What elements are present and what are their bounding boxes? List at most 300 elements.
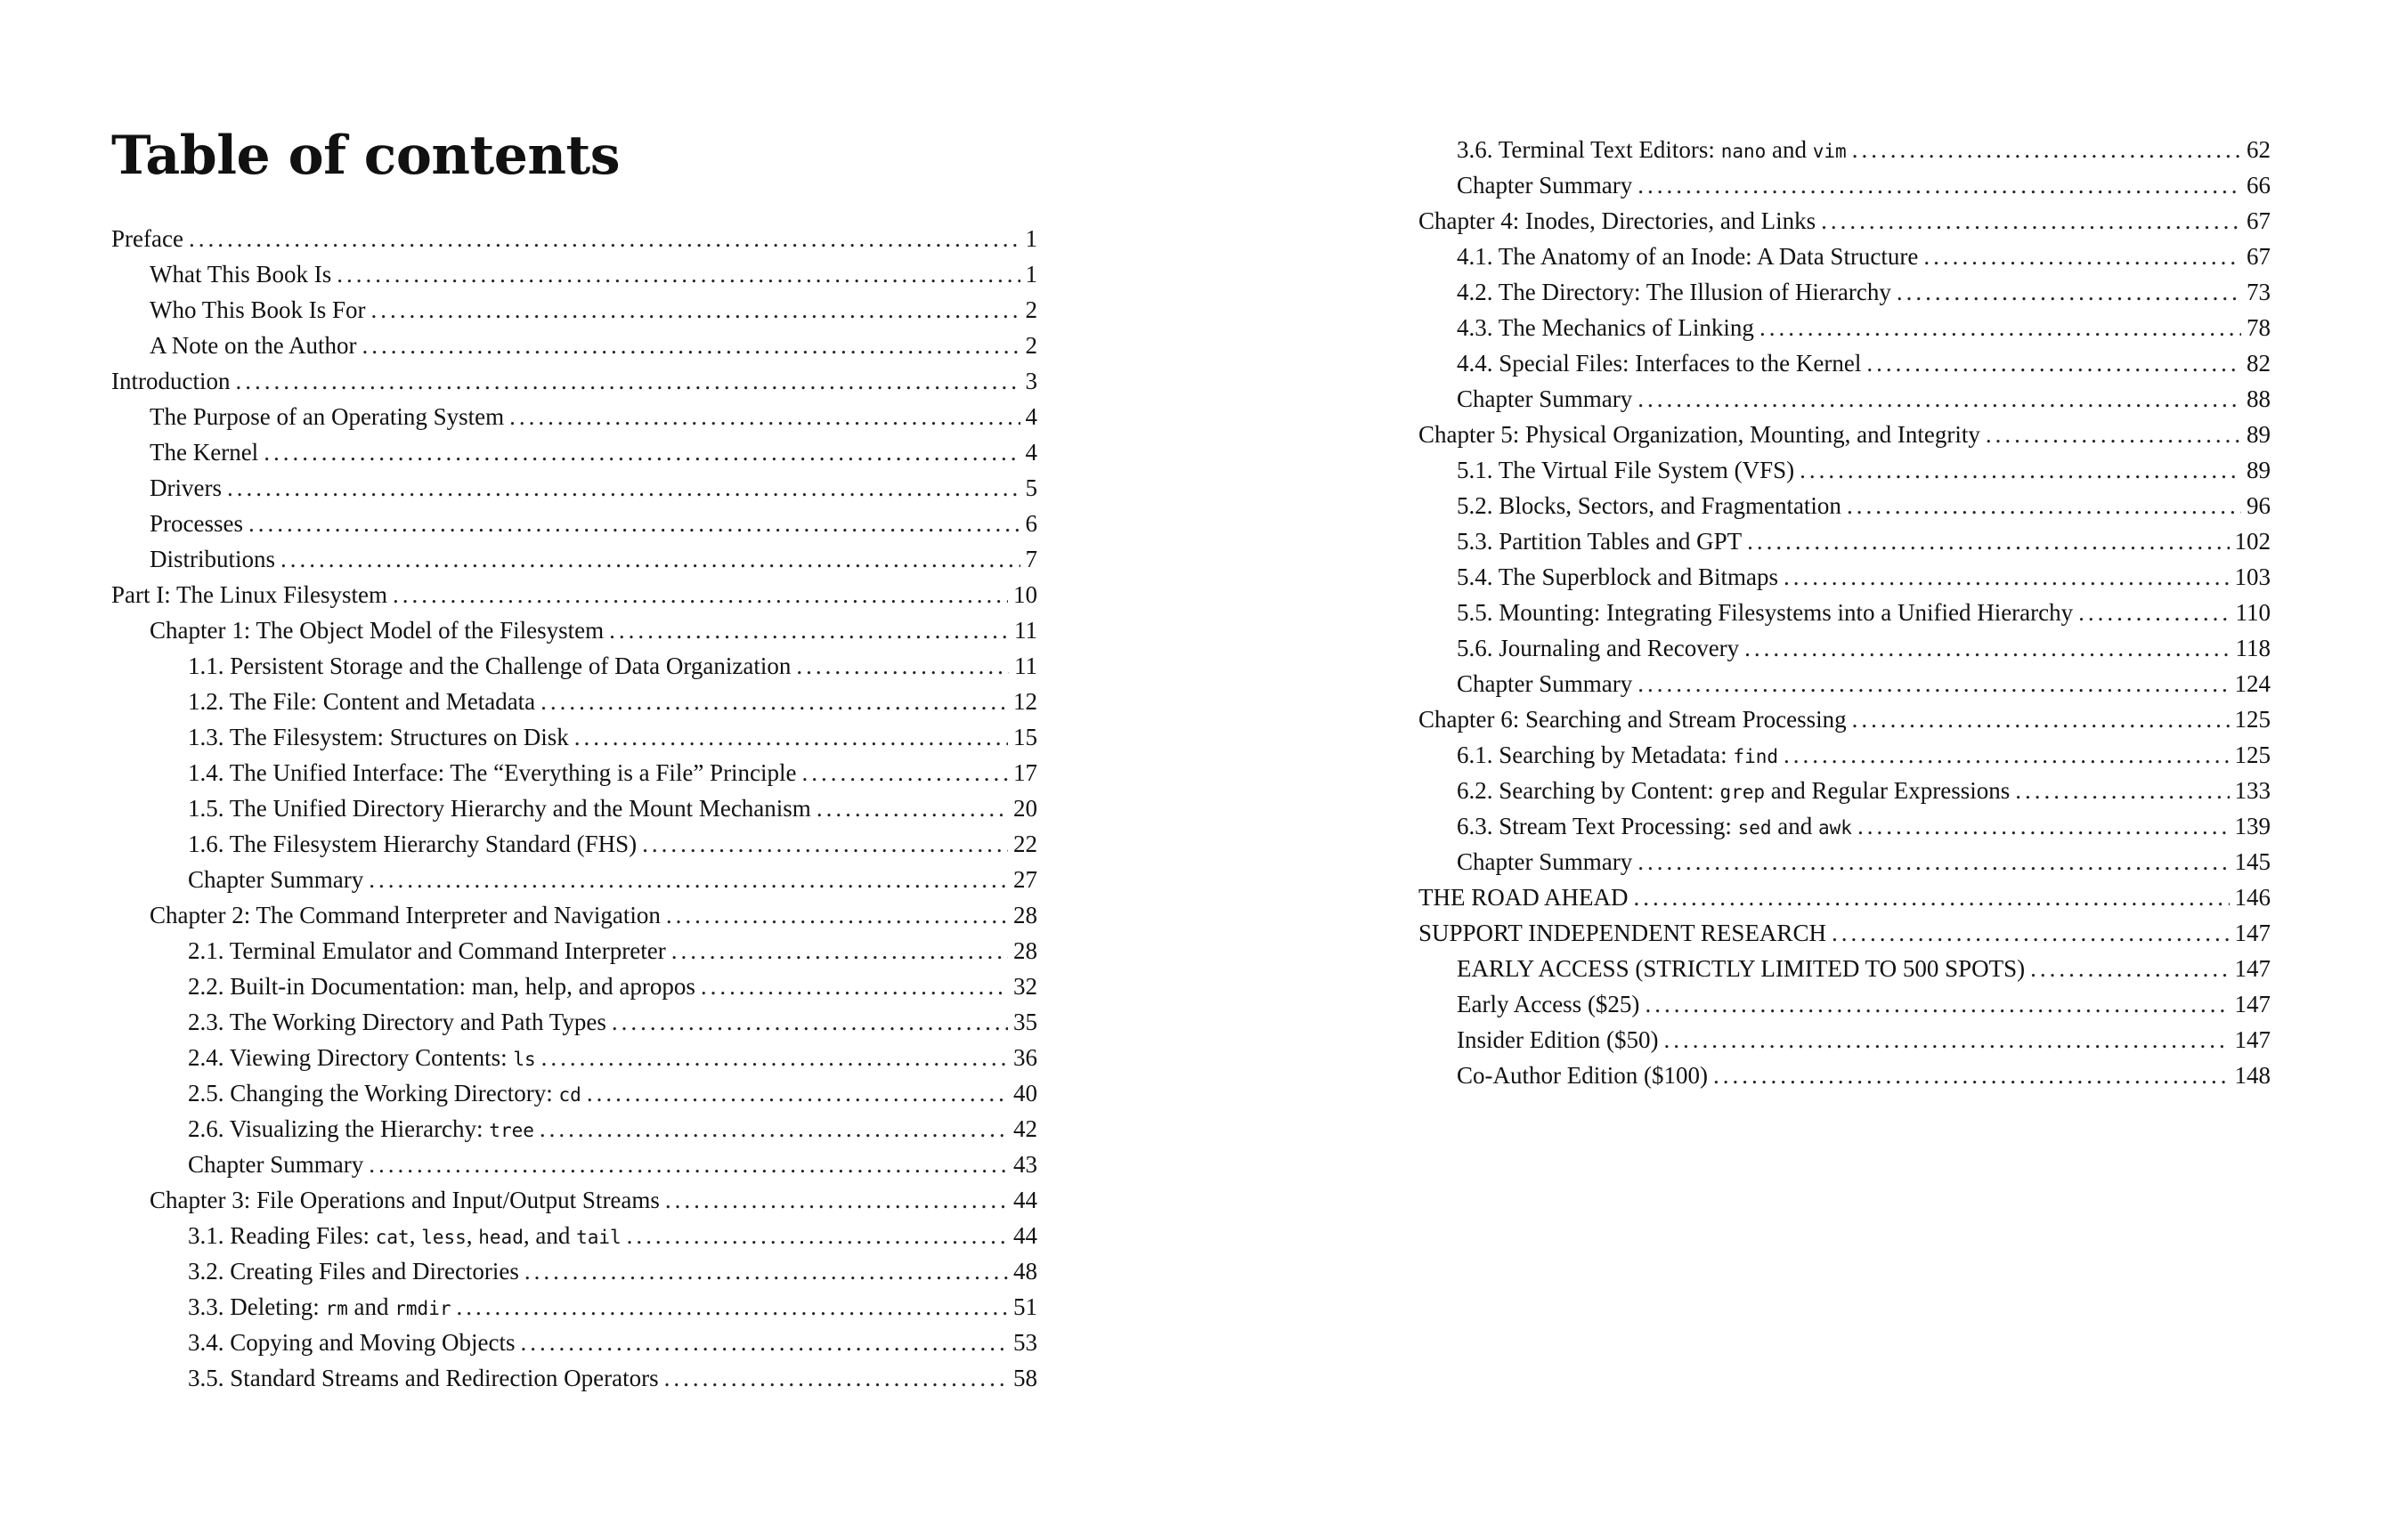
toc-entry-page-number: 11 — [1014, 617, 1037, 644]
toc-entry-page-number: 53 — [1013, 1329, 1037, 1356]
toc-entry-text: Early Access ($25) — [1457, 991, 1640, 1017]
toc-entry-leader — [1759, 310, 2241, 345]
toc-entry-page-number: 44 — [1013, 1222, 1037, 1249]
toc-entry-page-number: 148 — [2234, 1062, 2271, 1089]
toc-entry-leader — [1897, 274, 2241, 310]
toc-entry-text: and — [1771, 813, 1818, 839]
toc-entry-title — [1418, 701, 1847, 737]
toc-entry-leader — [1986, 417, 2241, 452]
toc-entry-page-number: 10 — [1013, 581, 1037, 608]
toc-entry[interactable] — [111, 506, 1037, 541]
toc-entry-page-number: 89 — [2247, 421, 2271, 448]
toc-entry-page-number: 88 — [2247, 385, 2271, 412]
toc-entry-code: rm — [325, 1298, 348, 1319]
toc-entry-leader — [369, 862, 1008, 897]
toc-entry[interactable] — [1380, 523, 2271, 559]
toc-entry-page-number: 22 — [1013, 831, 1037, 857]
toc-entry-text: What This Book Is — [150, 261, 332, 288]
toc-entry-leader — [1800, 452, 2241, 488]
toc-entry-title — [1418, 417, 1980, 452]
toc-entry-leader — [666, 897, 1008, 933]
toc-entry-leader — [802, 755, 1008, 790]
toc-entry[interactable] — [1380, 239, 2271, 274]
toc-entry[interactable] — [111, 1147, 1037, 1182]
toc-entry-text: EARLY ACCESS (STRICTLY LIMITED TO 500 SPOTS) — [1457, 955, 2026, 982]
toc-entry-text: 3.5. Standard Streams and Redirection Operators — [188, 1365, 659, 1391]
toc-entry-text: Chapter 5: Physical Organization, Mounting, and Integrity — [1418, 421, 1980, 448]
toc-entry-title — [1457, 630, 1739, 666]
toc-entry-page-number: 7 — [1025, 546, 1037, 572]
toc-entry-page-number: 40 — [1013, 1080, 1037, 1106]
toc-entry-page-number: 78 — [2247, 314, 2271, 341]
toc-entry-title — [1457, 737, 1778, 774]
toc-entry-code: less — [421, 1227, 467, 1248]
toc-entry-leader — [642, 826, 1008, 862]
toc-entry[interactable] — [111, 1004, 1037, 1040]
toc-entry[interactable] — [1380, 132, 2271, 167]
toc-entry-leader — [509, 399, 1020, 434]
toc-entry-text: Introduction — [111, 368, 231, 394]
toc-entry-page-number: 48 — [1013, 1258, 1037, 1285]
toc-entry-leader — [371, 292, 1020, 328]
toc-entry-text: 3.6. Terminal Text Editors: — [1457, 136, 1721, 163]
toc-entry-page-number: 28 — [1013, 902, 1037, 928]
toc-entry-text: 2.6. Visualizing the Hierarchy: — [188, 1115, 490, 1142]
toc-entry-leader — [1784, 559, 2230, 595]
toc-entry[interactable] — [111, 541, 1037, 577]
toc-entry-leader — [2030, 951, 2229, 986]
toc-entry-leader — [1852, 132, 2241, 167]
toc-entry[interactable] — [1380, 417, 2271, 452]
toc-entry[interactable] — [1380, 808, 2271, 844]
toc-entry[interactable] — [111, 612, 1037, 648]
toc-entry-code: cd — [558, 1084, 581, 1106]
toc-entry-leader — [2015, 773, 2229, 808]
toc-entry-code: tail — [576, 1227, 622, 1248]
toc-entry-title — [1418, 203, 1816, 239]
toc-entry[interactable] — [1380, 701, 2271, 737]
toc-entry[interactable] — [1380, 488, 2271, 523]
toc-entry-title — [188, 684, 535, 719]
toc-entry[interactable] — [111, 826, 1037, 862]
toc-entry-page-number: 147 — [2234, 1026, 2271, 1053]
toc-entry-leader — [612, 1004, 1008, 1040]
toc-entry-text: 1.4. The Unified Interface: The “Everything is a File” Principle — [188, 759, 797, 786]
toc-entry-text: 1.2. The File: Content and Metadata — [188, 688, 536, 715]
toc-entry-leader — [1637, 666, 2229, 701]
toc-entry-title — [1457, 666, 1632, 701]
toc-entry-text: 1.3. The Filesystem: Structures on Disk — [188, 724, 569, 750]
toc-entry-title — [150, 328, 356, 363]
toc-entry[interactable] — [111, 1218, 1037, 1253]
toc-entry-title — [188, 1075, 581, 1113]
toc-entry[interactable] — [111, 719, 1037, 755]
toc-entry-leader — [1866, 345, 2241, 381]
toc-entry-code: find — [1733, 746, 1778, 767]
toc-entry-text: The Purpose of an Operating System — [150, 403, 505, 430]
toc-entry-leader — [574, 719, 1008, 755]
toc-entry-page-number: 133 — [2234, 777, 2271, 804]
toc-entry-text: SUPPORT INDEPENDENT RESEARCH — [1418, 920, 1826, 946]
toc-entry[interactable] — [1380, 203, 2271, 239]
toc-entry-page-number: 147 — [2234, 920, 2271, 946]
toc-entry-leader — [1832, 915, 2230, 951]
toc-entry[interactable] — [111, 684, 1037, 719]
toc-entry-leader — [1637, 844, 2229, 879]
toc-entry-code: grep — [1719, 782, 1766, 803]
toc-entry-text: 5.4. The Superblock and Bitmaps — [1457, 563, 1778, 590]
toc-entry-title — [188, 755, 797, 790]
toc-entry-page-number: 6 — [1025, 510, 1037, 537]
toc-entry[interactable] — [1380, 915, 2271, 951]
toc-entry-title — [188, 1325, 515, 1360]
toc-entry-page-number: 89 — [2247, 457, 2271, 483]
toc-entry-page-number: 44 — [1013, 1187, 1037, 1213]
toc-entry-title — [111, 577, 387, 612]
toc-entry[interactable] — [111, 221, 1037, 256]
toc-entry-leader — [227, 470, 1020, 506]
toc-entry-title — [188, 1218, 622, 1255]
toc-entry-code: ls — [513, 1049, 536, 1070]
toc-entry-text: , and — [523, 1222, 577, 1249]
toc-entry-page-number: 32 — [1013, 973, 1037, 1000]
toc-entry[interactable] — [111, 1075, 1037, 1111]
toc-entry-text: Distributions — [150, 546, 276, 572]
toc-entry-page-number: 20 — [1013, 795, 1037, 822]
toc-entry-leader — [393, 577, 1008, 612]
toc-entry-leader — [1634, 879, 2230, 915]
toc-entry-text: Drivers — [150, 474, 222, 501]
toc-entry-text: 1.1. Persistent Storage and the Challenge of Data Organization — [188, 652, 792, 679]
toc-entry-text: 6.1. Searching by Metadata: — [1457, 742, 1734, 768]
toc-entry-text: Chapter Summary — [1457, 172, 1633, 199]
toc-entry-leader — [817, 790, 1008, 826]
toc-entry-text: , — [409, 1222, 422, 1249]
toc-entry-text: Chapter Summary — [1457, 385, 1633, 412]
toc-entry-leader — [280, 541, 1020, 577]
toc-entry[interactable] — [111, 862, 1037, 897]
toc-entry[interactable] — [111, 1253, 1037, 1289]
toc-entry-page-number: 1 — [1025, 261, 1037, 288]
toc-entry-text: Chapter 4: Inodes, Directories, and Links — [1418, 207, 1816, 234]
toc-entry-page-number: 139 — [2234, 813, 2271, 839]
toc-entry-leader — [609, 612, 1009, 648]
toc-entry[interactable] — [111, 969, 1037, 1004]
toc-entry-page-number: 96 — [2247, 492, 2271, 519]
toc-entry[interactable] — [1380, 844, 2271, 879]
toc-entry-leader — [1852, 701, 2230, 737]
toc-entry-text: 2.2. Built-in Documentation: man, help, and apropos — [188, 973, 695, 1000]
toc-entry-page-number: 147 — [2234, 991, 2271, 1017]
toc-entry-title — [1457, 488, 1841, 523]
toc-entry-page-number: 15 — [1013, 724, 1037, 750]
toc-entry-page-number: 103 — [2234, 563, 2271, 590]
toc-entry-text: Insider Edition ($50) — [1457, 1026, 1659, 1053]
toc-entry-text: Part I: The Linux Filesystem — [111, 581, 387, 608]
toc-entry-code: awk — [1818, 817, 1852, 839]
toc-entry[interactable] — [1380, 167, 2271, 203]
toc-entry[interactable] — [111, 1040, 1037, 1075]
toc-entry-title — [150, 541, 275, 577]
toc-entry-code: sed — [1737, 817, 1772, 839]
toc-entry[interactable] — [1380, 452, 2271, 488]
toc-entry-text: and Regular Expressions — [1765, 777, 2011, 804]
toc-entry[interactable] — [1380, 381, 2271, 417]
toc-entry-text: 2.4. Viewing Directory Contents: — [188, 1044, 514, 1071]
toc-entry-leader — [235, 363, 1020, 399]
toc-entry[interactable] — [111, 648, 1037, 684]
toc-entry-leader — [1637, 381, 2241, 417]
toc-entry[interactable] — [1380, 666, 2271, 701]
toc-entry[interactable] — [111, 1182, 1037, 1218]
toc-entry[interactable] — [111, 363, 1037, 399]
toc-entry-text: 4.4. Special Files: Interfaces to the Kernel — [1457, 350, 1862, 377]
toc-entry-page-number: 4 — [1025, 439, 1037, 466]
toc-entry-leader — [1637, 167, 2241, 203]
toc-entry-title — [188, 1253, 519, 1289]
toc-entry-text: 1.6. The Filesystem Hierarchy Standard (FHS) — [188, 831, 638, 857]
toc-entry[interactable] — [111, 434, 1037, 470]
toc-entry-leader — [524, 1253, 1008, 1289]
toc-entry-page-number: 11 — [1014, 652, 1037, 679]
toc-entry-leader — [337, 256, 1020, 292]
toc-entry-title — [150, 434, 258, 470]
toc-entry[interactable] — [111, 897, 1037, 933]
toc-entry-page-number: 43 — [1013, 1151, 1037, 1178]
toc-entry-title — [150, 1182, 660, 1218]
toc-entry-leader — [540, 684, 1008, 719]
toc-entry-page-number: 2 — [1025, 296, 1037, 323]
toc-entry-text: Chapter 3: File Operations and Input/Output Streams — [150, 1187, 660, 1213]
toc-entry[interactable] — [111, 328, 1037, 363]
toc-entry-text: 4.1. The Anatomy of an Inode: A Data Structure — [1457, 243, 1919, 270]
toc-entry-leader — [362, 328, 1020, 363]
toc-entry[interactable] — [1380, 310, 2271, 345]
toc-entry[interactable] — [1380, 773, 2271, 808]
toc-entry-code: vim — [1812, 141, 1847, 162]
toc-entry-page-number: 27 — [1013, 866, 1037, 893]
toc-entry-title — [1457, 452, 1794, 488]
toc-entry-title — [1457, 986, 1639, 1022]
toc-entry-text: Co-Author Edition ($100) — [1457, 1062, 1708, 1089]
toc-entry-title — [1457, 951, 2025, 986]
toc-entry-text: 2.1. Terminal Emulator and Command Interpreter — [188, 937, 666, 964]
toc-entry-title — [111, 221, 183, 256]
toc-entry-title — [1457, 345, 1861, 381]
toc-entry-title — [188, 1111, 534, 1148]
toc-entry[interactable] — [1380, 559, 2271, 595]
toc-entry-title — [1457, 274, 1891, 310]
toc-entry[interactable] — [111, 256, 1037, 292]
toc-entry[interactable] — [111, 1360, 1037, 1396]
toc-entry[interactable] — [111, 933, 1037, 969]
toc-entry-page-number: 118 — [2235, 635, 2271, 661]
toc-entry-code: head — [478, 1227, 524, 1248]
toc-entry-page-number: 62 — [2247, 136, 2271, 163]
toc-entry-title — [188, 1289, 451, 1326]
toc-entry-leader — [1744, 630, 2230, 666]
toc-entry[interactable] — [111, 399, 1037, 434]
toc-entry-text: 3.1. Reading Files: — [188, 1222, 376, 1249]
toc-entry[interactable] — [1380, 737, 2271, 773]
toc-entry-text: and — [347, 1293, 395, 1320]
toc-entry-text: Chapter 6: Searching and Stream Processing — [1418, 706, 1847, 733]
toc-entry-leader — [1857, 808, 2230, 844]
toc-entry-text: 5.5. Mounting: Integrating Filesystems into a Unified Hierarchy — [1457, 599, 2074, 626]
toc-entry-text: Chapter Summary — [188, 866, 364, 893]
toc-entry-title — [188, 1147, 363, 1182]
toc-entry[interactable] — [111, 292, 1037, 328]
toc-entry-title — [1418, 915, 1826, 951]
toc-entry-title — [1457, 310, 1754, 345]
toc-entry-page-number: 36 — [1013, 1044, 1037, 1071]
toc-entry[interactable] — [1380, 595, 2271, 630]
toc-entry-page-number: 125 — [2234, 706, 2271, 733]
toc-entry-page-number: 5 — [1025, 474, 1037, 501]
toc-entry-text: and — [1766, 136, 1813, 163]
toc-entry-page-number: 35 — [1013, 1009, 1037, 1035]
toc-list-left — [111, 221, 1037, 1396]
toc-entry-leader — [665, 1182, 1008, 1218]
toc-entry-page-number: 1 — [1025, 225, 1037, 252]
toc-entry-title — [188, 719, 569, 755]
toc-entry-text: The Kernel — [150, 439, 259, 466]
toc-entry-title — [1457, 1022, 1658, 1058]
toc-entry-text: 4.2. The Directory: The Illusion of Hierarchy — [1457, 279, 1891, 305]
toc-entry-text: Chapter Summary — [188, 1151, 364, 1178]
toc-entry-leader — [1713, 1058, 2230, 1093]
toc-entry-title — [150, 256, 331, 292]
toc-entry-text: Chapter Summary — [1457, 670, 1633, 697]
toc-entry-page-number: 146 — [2234, 884, 2271, 911]
toc-entry-title — [150, 897, 661, 933]
toc-entry-title — [188, 648, 791, 684]
toc-entry-leader — [264, 434, 1020, 470]
toc-entry[interactable] — [1380, 951, 2271, 986]
toc-entry-page-number: 67 — [2247, 207, 2271, 234]
toc-entry-leader — [1847, 488, 2241, 523]
toc-entry[interactable] — [111, 1289, 1037, 1325]
toc-entry-title — [1457, 239, 1918, 274]
toc-entry[interactable] — [1380, 274, 2271, 310]
toc-entry-text: 3.4. Copying and Moving Objects — [188, 1329, 516, 1356]
toc-entry-title — [1457, 844, 1632, 879]
toc-entry-page-number: 12 — [1013, 688, 1037, 715]
toc-entry-title — [1457, 381, 1632, 417]
toc-entry-leader — [1663, 1022, 2229, 1058]
toc-entry-leader — [1821, 203, 2241, 239]
toc-entry-leader — [1645, 986, 2229, 1022]
toc-entry-leader — [248, 506, 1020, 541]
toc-entry-page-number: 51 — [1013, 1293, 1037, 1320]
toc-entry-page-number: 58 — [1013, 1365, 1037, 1391]
toc-entry-text: Processes — [150, 510, 243, 537]
toc-entry-leader — [189, 221, 1020, 256]
toc-entry-page-number: 17 — [1013, 759, 1037, 786]
toc-entry-text: 6.3. Stream Text Processing: — [1457, 813, 1738, 839]
toc-entry-leader — [796, 648, 1009, 684]
toc-entry[interactable] — [1380, 1022, 2271, 1058]
toc-entry-title — [1457, 1058, 1708, 1093]
toc-entry-leader — [671, 933, 1008, 969]
toc-entry[interactable] — [111, 470, 1037, 506]
toc-entry[interactable] — [1380, 879, 2271, 915]
toc-entry-leader — [2078, 595, 2230, 630]
toc-entry-title — [188, 1040, 536, 1077]
toc-entry-title — [1457, 595, 2073, 630]
toc-entry-page-number: 4 — [1025, 403, 1037, 430]
toc-entry-text: Chapter 2: The Command Interpreter and Navigation — [150, 902, 661, 928]
toc-entry[interactable] — [111, 1325, 1037, 1360]
toc-entry-page-number: 145 — [2234, 848, 2271, 875]
toc-entry-leader — [664, 1360, 1008, 1396]
toc-entry-text: Who This Book Is For — [150, 296, 366, 323]
toc-entry-title — [1457, 523, 1742, 559]
toc-entry-leader — [369, 1147, 1008, 1182]
toc-entry-page-number: 42 — [1013, 1115, 1037, 1142]
toc-entry-title — [188, 790, 811, 826]
toc-entry[interactable] — [111, 790, 1037, 826]
toc-entry-title — [1457, 132, 1847, 169]
toc-entry-text: A Note on the Author — [150, 332, 357, 359]
toc-entry-page-number: 124 — [2234, 670, 2271, 697]
toc-entry-leader — [701, 969, 1008, 1004]
toc-entry-text: 5.1. The Virtual File System (VFS) — [1457, 457, 1795, 483]
toc-entry[interactable] — [1380, 1058, 2271, 1093]
toc-entry-text: 2.5. Changing the Working Directory: — [188, 1080, 559, 1106]
toc-entry-text: 5.3. Partition Tables and GPT — [1457, 528, 1743, 555]
toc-entry-leader — [627, 1218, 1008, 1253]
toc-entry-leader — [456, 1289, 1008, 1325]
toc-entry-page-number: 82 — [2247, 350, 2271, 377]
toc-entry[interactable] — [1380, 986, 2271, 1022]
toc-entry[interactable] — [111, 577, 1037, 612]
toc-entry-text: Preface — [111, 225, 183, 252]
toc-entry-title — [1457, 773, 2010, 810]
toc-entry-leader — [520, 1325, 1008, 1360]
toc-entry-page-number: 110 — [2235, 599, 2271, 626]
toc-entry[interactable] — [111, 1111, 1037, 1147]
toc-entry-title — [1457, 808, 1852, 846]
toc-entry-title — [150, 399, 504, 434]
toc-entry-title — [188, 933, 666, 969]
page-title: Table of contents — [111, 125, 620, 187]
toc-entry-page-number: 66 — [2247, 172, 2271, 199]
toc-entry-leader — [1747, 523, 2229, 559]
toc-entry-text: , — [466, 1222, 479, 1249]
toc-entry-page-number: 2 — [1025, 332, 1037, 359]
toc-entry[interactable] — [1380, 630, 2271, 666]
toc-entry-text: 6.2. Searching by Content: — [1457, 777, 1720, 804]
toc-entry-page-number: 125 — [2234, 742, 2271, 768]
toc-entry-leader — [1784, 737, 2230, 773]
toc-entry-text: 1.5. The Unified Directory Hierarchy and the Mount Mechanism — [188, 795, 811, 822]
toc-entry-page-number: 3 — [1025, 368, 1037, 394]
toc-entry-page-number: 28 — [1013, 937, 1037, 964]
toc-entry-text: 2.3. The Working Directory and Path Types — [188, 1009, 606, 1035]
toc-entry-title — [150, 292, 366, 328]
toc-entry-title — [1457, 167, 1632, 203]
toc-entry[interactable] — [111, 755, 1037, 790]
toc-entry-title — [188, 969, 695, 1004]
toc-entry-code: nano — [1720, 141, 1767, 162]
toc-entry-title — [188, 1004, 606, 1040]
toc-entry-text: THE ROAD AHEAD — [1418, 884, 1629, 911]
toc-entry-title — [150, 612, 604, 648]
toc-entry[interactable] — [1380, 345, 2271, 381]
toc-list-right — [1380, 132, 2271, 1093]
toc-entry-text: Chapter Summary — [1457, 848, 1633, 875]
